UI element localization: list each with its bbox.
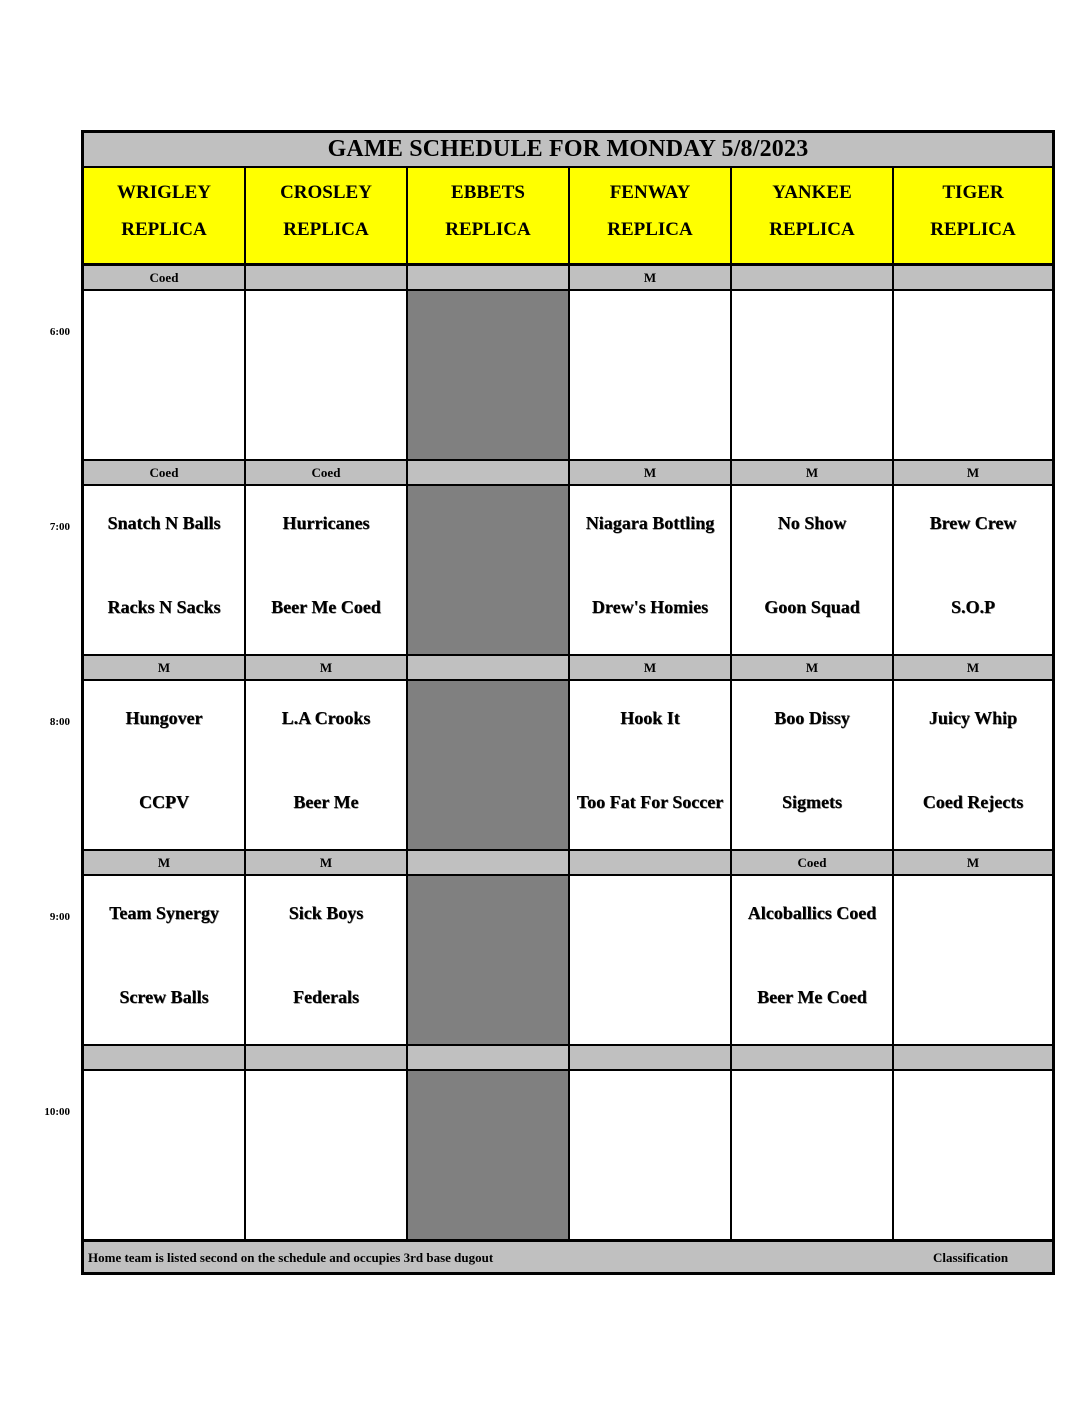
classification-cell: M — [570, 266, 730, 289]
visiting-team: L.A Crooks — [281, 708, 371, 728]
classification-cell: M — [84, 851, 244, 874]
game-slot — [894, 876, 1052, 1044]
field-subtitle: REPLICA — [930, 219, 1016, 240]
footer-note: Home team is listed second on the schedule and occupies 3rd base dugout — [88, 1250, 494, 1265]
game-slot — [570, 486, 730, 654]
game-slot — [84, 1071, 244, 1239]
classification-cell: M — [246, 656, 406, 679]
classification-cell: Coed — [84, 461, 244, 484]
classification-cell — [408, 656, 568, 679]
field-header-fenway — [570, 168, 730, 263]
field-subtitle: REPLICA — [607, 219, 693, 240]
game-slot — [894, 681, 1052, 849]
home-team: Screw Balls — [119, 987, 209, 1007]
visiting-team: Hook It — [620, 708, 680, 728]
home-team: Beer Me Coed — [757, 987, 867, 1007]
game-slot — [570, 876, 730, 1044]
game-slot — [246, 486, 406, 654]
game-slot — [894, 291, 1052, 459]
game-slot — [894, 1071, 1052, 1239]
field-subtitle: REPLICA — [445, 219, 531, 240]
home-team: Beer Me — [293, 792, 359, 812]
footer-legend: Classification — [933, 1250, 1009, 1265]
game-slot — [570, 1071, 730, 1239]
classification-cell — [408, 461, 568, 484]
visiting-team: Hurricanes — [282, 513, 370, 533]
unavailable-field-slot — [408, 1071, 568, 1239]
home-team: Coed Rejects — [922, 792, 1024, 812]
classification-cell: M — [246, 851, 406, 874]
classification-cell: Coed — [246, 461, 406, 484]
game-slot — [732, 486, 892, 654]
field-name: YANKEE — [772, 182, 852, 203]
game-slot — [732, 291, 892, 459]
field-subtitle: REPLICA — [121, 219, 207, 240]
visiting-team: Hungover — [125, 708, 203, 728]
game-slot — [732, 681, 892, 849]
game-slot — [894, 486, 1052, 654]
home-team: Federals — [293, 987, 359, 1007]
visiting-team: Juicy Whip — [928, 708, 1018, 728]
visiting-team: Alcoballics Coed — [747, 903, 877, 923]
classification-cell: M — [894, 851, 1052, 874]
game-slot — [570, 681, 730, 849]
home-team: Beer Me Coed — [271, 597, 381, 617]
home-team: Drew's Homies — [591, 597, 709, 617]
time-label: 7:00 — [49, 521, 70, 533]
classification-cell — [894, 1046, 1052, 1069]
classification-cell — [408, 1046, 568, 1069]
game-slot — [732, 1071, 892, 1239]
game-slot — [732, 876, 892, 1044]
classification-cell: M — [894, 461, 1052, 484]
classification-cell — [246, 1046, 406, 1069]
visiting-team: Sick Boys — [288, 903, 364, 923]
game-slot — [246, 876, 406, 1044]
field-header-yankee — [732, 168, 892, 263]
classification-cell — [84, 1046, 244, 1069]
home-team: Sigmets — [782, 792, 842, 812]
unavailable-field-slot — [408, 876, 568, 1044]
classification-cell: Coed — [84, 266, 244, 289]
visiting-team: Niagara Bottling — [585, 513, 715, 533]
field-name: CROSLEY — [280, 182, 372, 203]
field-header-wrigley — [84, 168, 244, 263]
field-subtitle: REPLICA — [769, 219, 855, 240]
visiting-team: No Show — [777, 513, 847, 533]
footer-row — [84, 1242, 1052, 1272]
classification-cell — [894, 266, 1052, 289]
visiting-team: Boo Dissy — [774, 708, 850, 728]
classification-cell — [732, 266, 892, 289]
visiting-team: Snatch N Balls — [107, 513, 221, 533]
classification-cell — [732, 1046, 892, 1069]
game-slot — [570, 291, 730, 459]
field-name: FENWAY — [609, 182, 691, 203]
field-header-crosley — [246, 168, 406, 263]
visiting-team: Brew Crew — [929, 513, 1017, 533]
classification-cell — [246, 266, 406, 289]
unavailable-field-slot — [408, 291, 568, 459]
game-slot — [84, 876, 244, 1044]
visiting-team: Team Synergy — [109, 903, 219, 923]
time-label: 6:00 — [49, 326, 70, 338]
home-team: CCPV — [139, 792, 189, 812]
classification-cell: M — [894, 656, 1052, 679]
game-slot — [246, 681, 406, 849]
field-name: EBBETS — [451, 182, 525, 203]
time-label: 9:00 — [49, 911, 70, 923]
field-header-tiger — [894, 168, 1052, 263]
game-slot — [84, 291, 244, 459]
classification-cell: M — [732, 656, 892, 679]
classification-cell: Coed — [732, 851, 892, 874]
classification-cell — [570, 851, 730, 874]
home-team: S.O.P — [950, 597, 995, 617]
home-team: Racks N Sacks — [107, 597, 221, 617]
classification-cell: M — [732, 461, 892, 484]
game-slot — [84, 681, 244, 849]
classification-cell — [570, 1046, 730, 1069]
classification-cell — [408, 851, 568, 874]
classification-cell: M — [570, 656, 730, 679]
classification-cell: M — [84, 656, 244, 679]
game-slot — [84, 486, 244, 654]
home-team: Too Fat For Soccer — [576, 792, 724, 812]
field-name: WRIGLEY — [117, 182, 211, 203]
time-label: 8:00 — [49, 716, 70, 728]
field-header-ebbets — [408, 168, 568, 263]
game-slot — [246, 291, 406, 459]
game-slot — [246, 1071, 406, 1239]
schedule-grid — [81, 130, 1055, 1275]
field-subtitle: REPLICA — [283, 219, 369, 240]
unavailable-field-slot — [408, 486, 568, 654]
classification-cell: M — [570, 461, 730, 484]
time-label: 10:00 — [44, 1106, 70, 1118]
page-title: GAME SCHEDULE FOR MONDAY 5/8/2023 — [84, 133, 1052, 166]
classification-cell — [408, 266, 568, 289]
unavailable-field-slot — [408, 681, 568, 849]
home-team: Goon Squad — [764, 597, 860, 617]
field-name: TIGER — [942, 182, 1004, 203]
